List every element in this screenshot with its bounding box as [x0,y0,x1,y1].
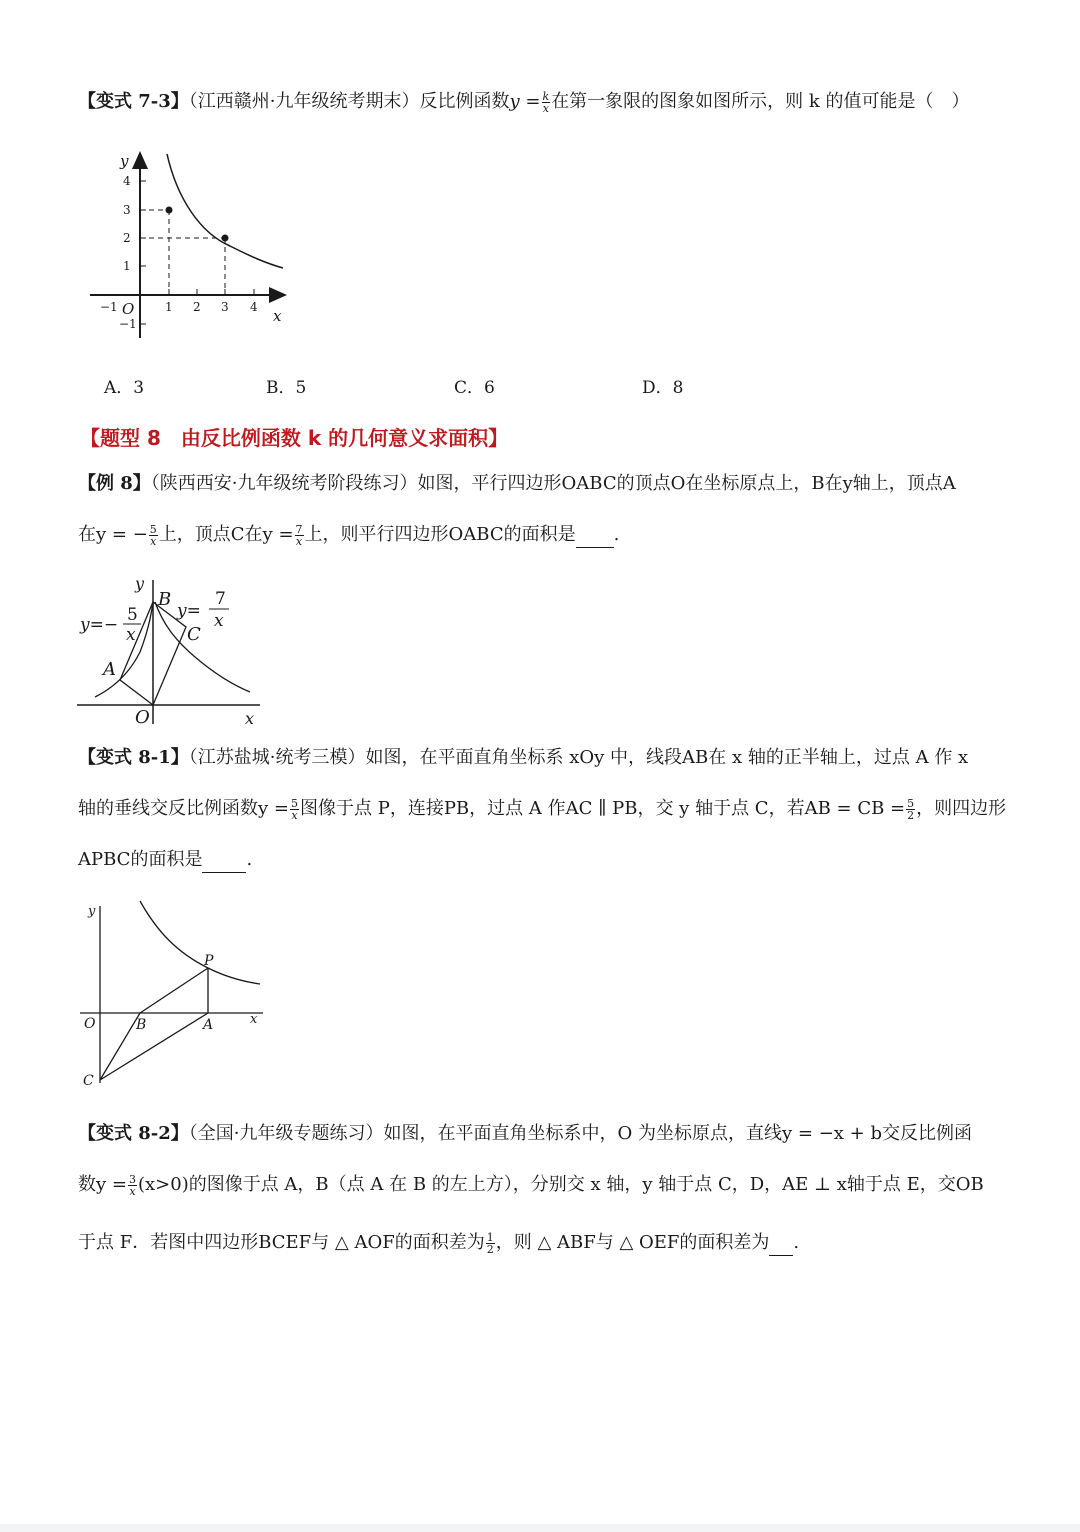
ex8-frac2-num: 7 [295,522,303,536]
v81-line1-text: 如图，在平面直角坐标系 xOy 中，线段AB在 x 轴的正半轴上，过点 A 作 x [365,747,969,768]
ex8-tag: 【例 8】 [78,473,151,494]
ex8-source: （陕西西安·九年级统考阶段练习） [150,473,418,494]
ex8-y-label: y [135,574,145,593]
ex8-frac1 [149,524,158,547]
v81-line1 [78,746,968,770]
q73-line [78,90,970,114]
v81-frac1-den: x [291,808,298,822]
ex8-line2-c: 上，则平行四边形OABC的面积是 [304,524,576,545]
v82-line3-b: ，则 △ ABF与 △ OEF的面积差为 [495,1232,770,1253]
ex8-frac1-num: 5 [149,522,157,536]
ex8-c-label: C [187,624,201,645]
v81-line2-c: ，则四边形 [916,798,1007,819]
v82-frac2 [486,1232,495,1255]
v81-p-label: P [204,953,214,969]
v81-a-label: A [203,1017,214,1033]
v81-frac2-num: 5 [907,796,915,810]
v81-answer-blank[interactable] [202,848,246,873]
q73-source: （江西赣州·九年级统考期末） [188,91,420,112]
ex8-answer-blank[interactable] [576,523,614,548]
x-label: x [273,307,282,325]
point-1-3 [166,207,173,214]
y-tick-neg1: −1 [119,317,137,331]
point-3-2 [222,235,229,242]
v82-source: （全国·九年级专题练习） [188,1123,384,1144]
v81-tag: 【变式 8-1】 [78,747,189,768]
y-tick-4: 4 [123,174,131,188]
origin-label: O [122,300,135,318]
x-tick-4: 4 [250,300,258,314]
v81-line2-a: 轴的垂线交反比例函数y = [78,798,289,819]
ex8-left-den: x [126,625,136,645]
q73-frac-den: x [542,101,549,115]
v82-line3-end: . [793,1232,800,1253]
segment-bc [100,1013,140,1080]
ex8-graph [75,572,265,732]
choice-d[interactable]: D．8 [642,378,684,398]
v82-line2 [78,1173,984,1197]
ex8-x-label: x [245,709,255,728]
v82-line2-b: (x>0)的图像于点 A，B（点 A 在 B 的左上方），分别交 x 轴，y 轴于点 C，D，AE ⊥ x轴于点 E，交OB [137,1174,984,1195]
ex8-line2-end: . [613,524,620,545]
ex8-left-num: 5 [127,605,138,625]
v81-frac2 [906,798,915,821]
v82-frac2-den: 2 [486,1242,494,1256]
v81-graph [78,898,268,1093]
q73-frac-num: k [542,89,550,103]
v81-o-label: O [84,1016,96,1032]
ex8-line2-b: 上，顶点C在y = [158,524,294,545]
ex8-line1-text: 如图，平行四边形OABC的顶点O在坐标原点上，B在y轴上，顶点A [417,473,956,494]
v81-line2-b: 图像于点 P，连接PB，过点 A 作AC ∥ PB，交 y 轴于点 C，若AB = CB = [299,798,906,819]
v81-line3-end: . [246,849,253,870]
ex8-line2 [78,523,619,548]
q73-eq-lhs: y = [509,91,541,112]
q73-fraction [542,91,551,114]
v82-line1 [78,1122,972,1146]
q73-graph [85,148,300,338]
right-hyperbola [155,602,250,692]
ex8-line2-a: 在y = − [78,524,148,545]
choice-b[interactable]: B．5 [266,378,307,398]
section-heading: 【题型 8 由反比例函数 k 的几何意义求面积】 [80,426,509,450]
q73-text-a: 反比例函数 [419,91,510,112]
q73-tag: 【变式 7-3】 [78,91,189,112]
v82-tag: 【变式 8-2】 [78,1123,189,1144]
v82-frac2-num: 1 [486,1230,494,1244]
page-bottom-strip [0,1524,1080,1532]
ex8-right-num: 7 [215,589,226,609]
ex8-a-label: A [103,659,116,680]
ex8-o-label: O [135,707,150,728]
v82-frac1 [128,1174,137,1197]
v81-c-label: C [83,1073,94,1089]
v82-answer-blank[interactable] [769,1231,793,1256]
segment-ac [100,1013,208,1080]
v82-line1-text: 如图，在平面直角坐标系中，O 为坐标原点，直线y = −x + b交反比例函 [383,1123,972,1144]
y-label: y [120,152,129,170]
ex8-line1 [78,472,956,496]
ex8-b-label: B [158,589,172,610]
v82-frac1-num: 3 [128,1172,136,1186]
v81-line3-text: APBC的面积是 [78,849,203,870]
v81-frac1-num: 5 [290,796,298,810]
ex8-frac2 [295,524,304,547]
v81-line2 [78,797,1006,821]
ex8-left-eq: y=− [80,615,119,635]
y-tick-3: 3 [123,203,131,217]
x-tick-1: 1 [165,300,173,314]
v81-y-label: y [88,904,96,919]
ex8-frac1-den: x [150,534,157,548]
v82-line3-a: 于点 F．若图中四边形BCEF与 △ AOF的面积差为 [78,1232,485,1253]
x-tick-3: 3 [221,300,229,314]
v81-frac1 [290,798,299,821]
choice-a[interactable]: A．3 [104,378,145,398]
v82-frac1-den: x [129,1184,136,1198]
ex8-right-eq: y= [177,601,201,621]
ex8-frac2-den: x [295,534,303,548]
v81-line3 [78,848,252,873]
ex8-right-den: x [214,611,224,631]
v82-line2-a: 数y = [78,1174,127,1195]
v81-b-label: B [136,1017,147,1033]
y-tick-1: 1 [123,259,131,273]
segment-pb [140,968,208,1013]
v81-hyperbola [140,901,260,984]
x-tick-neg1: −1 [100,300,118,314]
v81-frac2-den: 2 [907,808,915,822]
v82-line3 [78,1231,799,1256]
v81-source: （江苏盐城·统考三模） [188,747,366,768]
choice-c[interactable]: C．6 [454,378,495,398]
q73-text-b: 在第一象限的图象如图所示，则 k 的值可能是（ ） [551,91,970,112]
y-tick-2: 2 [123,231,131,245]
v81-x-label: x [250,1012,258,1027]
x-tick-2: 2 [193,300,201,314]
